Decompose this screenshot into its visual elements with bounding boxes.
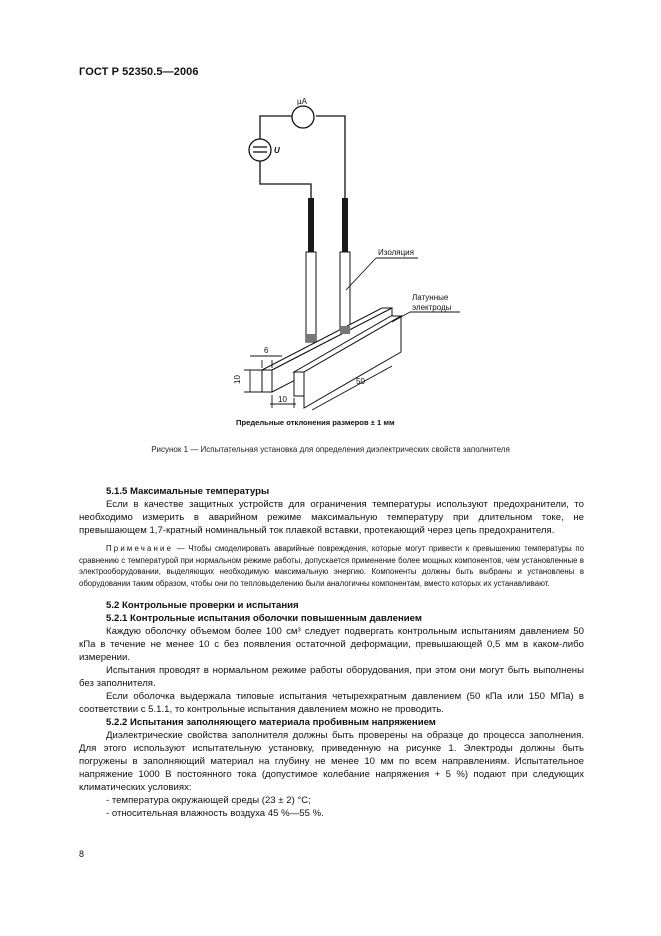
circuit-wire-right	[316, 116, 345, 208]
electrodes-label-line2: электроды	[412, 303, 452, 312]
tolerance-note: Предельные отклонения размеров ± 1 мм	[236, 418, 395, 427]
section-515-heading: 5.1.5 Максимальные температуры	[106, 486, 270, 497]
section-521-heading: 5.2.1 Контрольные испытания оболочки повышенным давлением	[106, 613, 422, 625]
conditions-list	[79, 794, 584, 820]
section-515-paragraph: Если в качестве защитных устройств для ограничения температуры используют предохранители, то необходимо измерить в аварийном режиме максимальную температуру при длительном токе, не превышающем 1,7-кратный номинальный ток плавкой вставки, протекающий через цепь предохранителя.	[79, 499, 584, 536]
section-521-paragraph-3: Если оболочка выдержала типовые испытания четырехкратным давлением (50 кПа или 150 МПа) в соответствии с 5.1.1, то контрольные испытания давлением можно не проводить.	[79, 691, 584, 716]
microammeter-symbol	[292, 106, 314, 128]
test-setup-diagram	[0, 88, 661, 438]
section-52-heading: 5.2 Контрольные проверки и испытания	[106, 600, 299, 612]
insulated-rod-left	[306, 252, 316, 342]
figure-caption: Рисунок 1 — Испытательная установка для определения диэлектрических свойств заполнителя	[151, 445, 510, 454]
electrodes-label-line1: Латунные	[412, 293, 449, 302]
document-header: ГОСТ Р 52350.5—2006	[79, 66, 199, 78]
section-522-paragraph: Диэлектрические свойства заполнителя должны быть проверены на образце до процесса заполнения. Для этого используют испытательную установку, приведенную на рисунке 1. Электроды должны быть погружены в заполняющий материал на глубину не менее 10 мм по всем направлениям. Испытательное напряжение 1000 В постоянного тока (допустимое колебание напряжения + 5 %) подают при следующих климатических условиях:	[79, 730, 584, 794]
wire-lead-right	[342, 198, 348, 252]
microammeter-label: µA	[297, 97, 307, 106]
section-521-paragraph-2: Испытания проводят в нормальном режиме работы оборудования, при этом они могут быть выполнены без заполнителя.	[79, 665, 584, 690]
note-label: Примечание	[106, 544, 174, 553]
list-item: - относительная влажность воздуха 45 %—55 %.	[106, 808, 324, 820]
section-522-heading: 5.2.2 Испытания заполняющего материала пробивным напряжением	[106, 717, 436, 729]
dimension-50-label: 50	[356, 377, 365, 386]
list-item: - температура окружающей среды (23 ± 2) °С;	[106, 795, 311, 807]
voltage-label: U	[274, 146, 280, 155]
electrode-bar-right-front	[294, 372, 304, 396]
dimension-10-vertical-label: 10	[233, 375, 242, 384]
section-515-note	[79, 543, 584, 589]
page-number: 8	[79, 849, 85, 859]
note-text: — Чтобы смоделировать аварийные повреждения, которые могут привести к превышению температуры по сравнению с температурой при нормальном режиме работы, допускается применение более мощных компонентов, чем установленные в электрооборудовании, выделяющих необходимую максимальную энергию. Компоненты должны быть выбраны и установлены в оборудовании таким образом, чтобы они по тепловыделению были аналогичны компонентам, вместо которых их устанавливают.	[79, 544, 584, 588]
electrode-bar-left-front	[262, 370, 272, 392]
main-text	[79, 485, 584, 820]
wire-lead-left	[308, 198, 314, 252]
dimension-10-horizontal-label: 10	[278, 395, 287, 404]
insulation-label: Изоляция	[378, 248, 414, 257]
circuit-wire-left	[260, 116, 311, 208]
dimension-6-label: 6	[264, 346, 269, 355]
voltage-source-symbol	[249, 139, 271, 161]
section-521-paragraph-1: Каждую оболочку объемом более 100 см³ следует подвергать контрольным испытаниям давлением 50 кПа в течение не менее 10 с без появления остаточной деформации, превышающей 0,5 мм в каком-либо измерении.	[79, 626, 584, 664]
